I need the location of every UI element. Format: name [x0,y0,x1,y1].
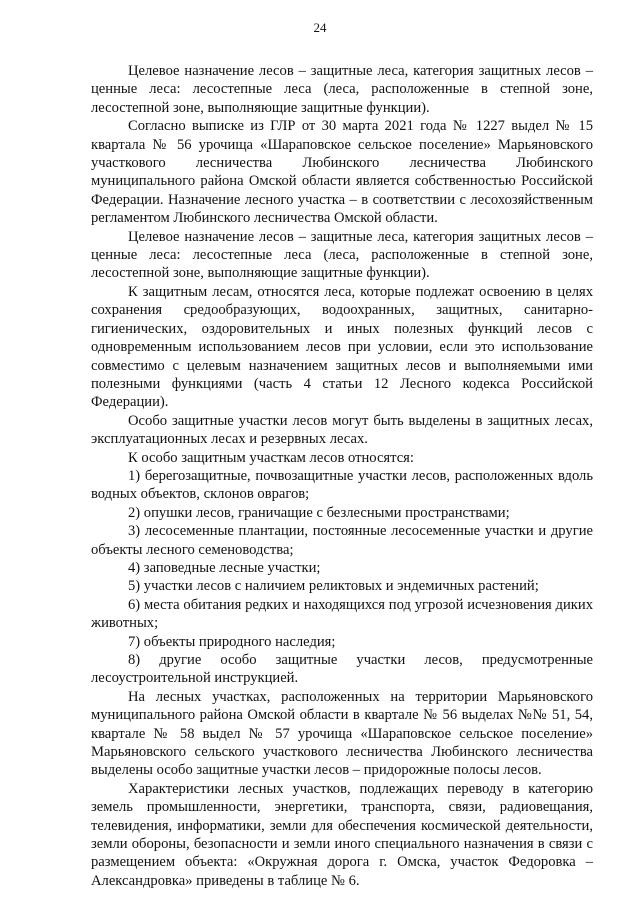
paragraph-list-intro: К особо защитным участкам лесов относятся: [128,449,414,466]
list-item-7: 7) объекты природного наследия; [128,633,336,650]
list-item-2: 2) опушки лесов, граничащие с безлесными пространствами; [128,504,510,521]
page-number: 24 [313,20,327,35]
list-item-8: 8) другие особо защитные участки лесов, предусмотренные лесоустроительной инструкцией. [91,652,593,687]
paragraph-purpose-2: Целевое назначение лесов – защитные леса, категория защитных лесов – ценные леса: лесостепные леса (леса, расположенные в степной зоне, лесостепной зоне, выполняющие защитные функции). [91,228,593,282]
list-item-3: 3) лесосеменные плантации, постоянные лесосеменные участки и другие объекты лесного семеноводства; [91,523,593,558]
list-item-6: 6) места обитания редких и находящихся под угрозой исчезновения диких животных; [91,596,593,632]
list-item-5: 5) участки лесов с наличием реликтовых и эндемичных растений; [128,578,539,595]
paragraph-glr-extract: Согласно выписке из ГЛР от 30 марта 2021 года № 1227 выдел № 15 квартала № 56 урочища «Шараповское сельское поселение» Марьяновского участкового лесничества Любинского лесничества Любинского муниципального района Омской области является собственностью Российской Федерации. Назначение лесного участка – в соответствии с лесохозяйственным регламентом Любинского лесничества Омской области. [91,118,593,227]
document-body [91,62,593,890]
paragraph-protective-forests: К защитным лесам, относятся леса, которые подлежат освоению в целях сохранения средообразующих, водоохранных, защитных, санитарно-гигиенических, оздоровительных и иных полезных функций лесов с одновременным использованием лесов при условии, если это использование совместимо с целевым назначением защитных лесов и выполняемыми ими полезными функциями (часть 4 статьи 12 Лесного кодекса Российской Федерации). [91,283,593,411]
paragraph-characteristics: Характеристики лесных участков, подлежащих переводу в категорию земель промышленности, энергетики, транспорта, связи, радиовещания, телевидения, информатики, земли для обеспечения космической деятельности, земли обороны, безопасности и земли иного специального назначения в связи с размещением объекта: «Окружная дорога г. Омска, участок Федоровка – Александровка» приведены в таблице № 6. [91,780,593,889]
paragraph-purpose-1: Целевое назначение лесов – защитные леса, категория защитных лесов – ценные леса: лесостепные леса (леса, расположенные в степной зоне, лесостепной зоне, выполняющие защитные функции). [91,63,593,116]
list-item-1: 1) берегозащитные, почвозащитные участки лесов, расположенных вдоль водных объектов, склонов оврагов; [91,467,593,503]
list-item-4: 4) заповедные лесные участки; [128,559,321,576]
paragraph-special-areas: Особо защитные участки лесов могут быть выделены в защитных лесах, эксплуатационных лесах и резервных лесах. [91,412,593,448]
paragraph-roadside-strips: На лесных участках, расположенных на территории Марьяновского муниципального района Омской области в квартале № 56 выделах №№ 51, 54, квартале № 58 выдел № 57 урочища «Шараповское сельское поселение» Марьяновского сельского участкового лесничества Любинского лесничества выделены особо защитные участки лесов – придорожные полосы лесов. [91,688,593,779]
